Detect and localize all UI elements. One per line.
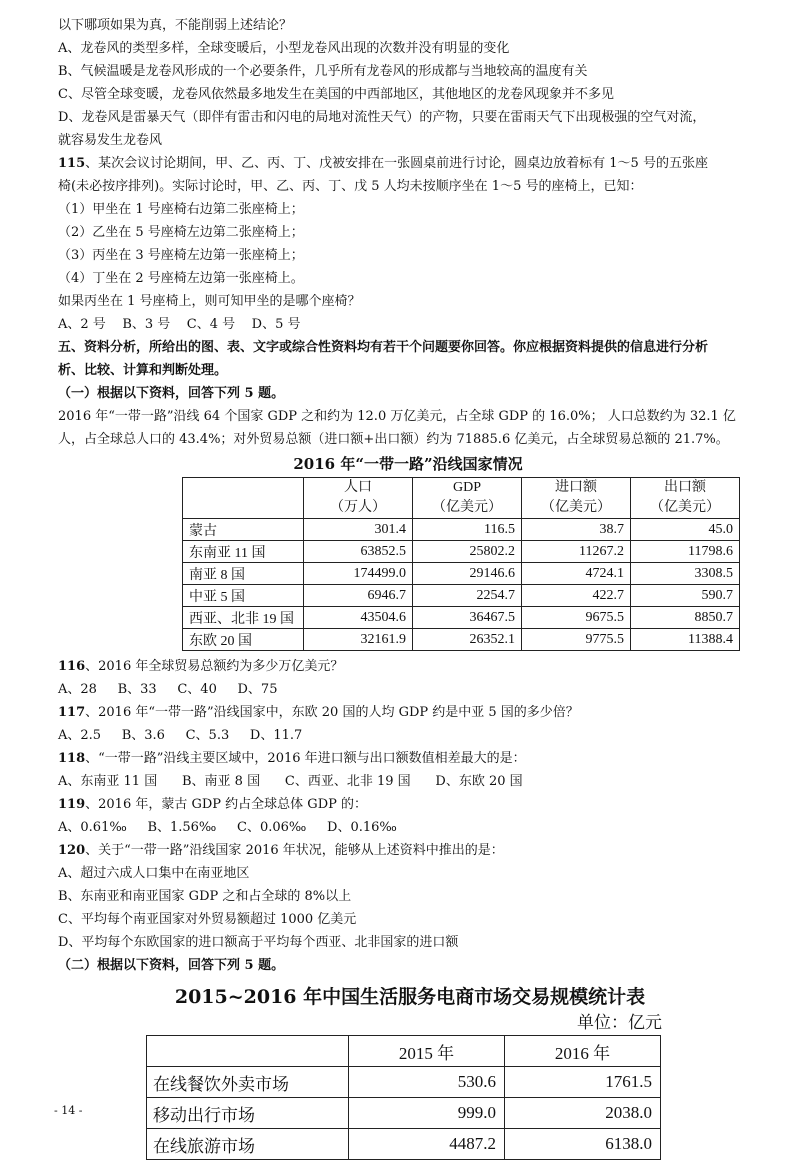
- q114-stem: 以下哪项如果为真，不能削弱上述结论？: [58, 18, 293, 33]
- q115-number: 115: [58, 156, 86, 171]
- table1-cell-imp: 38.7: [522, 519, 631, 541]
- table1-cell-gdp: 26352.1: [413, 629, 522, 651]
- q115-condition-2: （2）乙坐在 5 号座椅左边第二张座椅上；: [58, 225, 304, 240]
- table2-cell-2015: 999.0: [349, 1098, 505, 1129]
- table2-cell-label: 移动出行市场: [147, 1098, 349, 1129]
- q120-stem: [58, 839, 762, 862]
- table1-cell-imp: 4724.1: [522, 563, 631, 585]
- q118-stem-text: 、“一带一路”沿线主要区域中，2016 年进口额与出口额数值相差最大的是：: [85, 751, 526, 766]
- q118-number: 118: [58, 751, 86, 766]
- table1-cell-exp: 11798.6: [631, 541, 740, 563]
- q119-number: 119: [58, 797, 86, 812]
- table1-cell-region: 南亚 8 国: [183, 563, 304, 585]
- q115-options: A、2 号 B、3 号 C、4 号 D、5 号: [58, 317, 301, 332]
- table1-row: [183, 629, 740, 651]
- q117-options: A、2.5 B、3.6 C、5.3 D、11.7: [58, 728, 303, 743]
- q116-number: 116: [58, 659, 86, 674]
- table1-cell-region: 西亚、北非 19 国: [183, 607, 304, 629]
- table1-header-imp: [522, 478, 631, 519]
- table1-cell-pop: 43504.6: [304, 607, 413, 629]
- table2-header-row: [147, 1036, 661, 1067]
- page-content: [58, 14, 762, 1160]
- table2-row: [147, 1129, 661, 1160]
- table1-cell-pop: 301.4: [304, 519, 413, 541]
- q114-option-b: B、气候温暖是龙卷风形成的一个必要条件，几乎所有龙卷风的形成都与当地较高的温度有关: [58, 64, 588, 79]
- table1-header-exp-l1: 出口额: [664, 480, 706, 495]
- table2-title: 2015~2016 年中国生活服务电商市场交易规模统计表: [174, 986, 646, 1008]
- table1-cell-imp: 422.7: [522, 585, 631, 607]
- table1-cell-pop: 174499.0: [304, 563, 413, 585]
- q120-option-c: C、平均每个南亚国家对外贸易额超过 1000 亿美元: [58, 912, 357, 927]
- table1: [182, 477, 740, 651]
- q114-option-d: D、龙卷风是雷暴天气（即伴有雷击和闪电的局地对流性天气）的产物，只要在雷雨天气下出现极强的空气对流，: [58, 110, 706, 125]
- table1-cell-pop: 6946.7: [304, 585, 413, 607]
- table2-cell-label: 在线旅游市场: [147, 1129, 349, 1160]
- table2-row: [147, 1098, 661, 1129]
- table2-cell-label: 在线餐饮外卖市场: [147, 1067, 349, 1098]
- table1-header-imp-l1: 进口额: [555, 480, 597, 495]
- part2-heading: （二）根据以下资料，回答下列 5 题。: [58, 958, 285, 973]
- q117-stem-text: 、2016 年“一带一路”沿线国家中，东欧 20 国的人均 GDP 约是中亚 5 国的多少倍？: [85, 705, 579, 720]
- table1-header-imp-l2: （亿美元）: [541, 500, 611, 515]
- table1-cell-gdp: 116.5: [413, 519, 522, 541]
- table1-row: [183, 519, 740, 541]
- table1-cell-region: 蒙古: [183, 519, 304, 541]
- table2-header-2016: 2016 年: [505, 1036, 661, 1067]
- table2-cell-2016: 6138.0: [505, 1129, 661, 1160]
- table1-cell-imp: 11267.2: [522, 541, 631, 563]
- q116-stem-text: 、2016 年全球贸易总额约为多少万亿美元？: [85, 659, 344, 674]
- table1-cell-exp: 11388.4: [631, 629, 740, 651]
- table1-row: [183, 585, 740, 607]
- table1-cell-gdp: 29146.6: [413, 563, 522, 585]
- q114-option-a: A、龙卷风的类型多样，全球变暖后，小型龙卷风出现的次数并没有明显的变化: [58, 41, 510, 56]
- table1-row: [183, 563, 740, 585]
- table1-cell-region: 东欧 20 国: [183, 629, 304, 651]
- q117-stem: [58, 701, 762, 724]
- table1-header-gdp-l2: （亿美元）: [432, 500, 502, 515]
- table1-cell-pop: 63852.5: [304, 541, 413, 563]
- table1-header-exp-l2: （亿美元）: [650, 500, 720, 515]
- q120-number: 120: [58, 843, 86, 858]
- q120-option-a: A、超过六成人口集中在南亚地区: [58, 866, 250, 881]
- table1-header-pop-l1: 人口: [344, 480, 372, 495]
- table1-cell-exp: 590.7: [631, 585, 740, 607]
- q119-options: A、0.61‰ B、1.56‰ C、0.06‰ D、0.16‰: [58, 820, 397, 835]
- q115-condition-1: （1）甲坐在 1 号座椅右边第二张座椅上；: [58, 202, 304, 217]
- q115-question: 如果丙坐在 1 号座椅上，则可知甲坐的是哪个座椅？: [58, 294, 361, 309]
- table1-cell-exp: 45.0: [631, 519, 740, 541]
- table2-header-empty: [147, 1036, 349, 1067]
- table1-cell-gdp: 36467.5: [413, 607, 522, 629]
- table1-cell-gdp: 2254.7: [413, 585, 522, 607]
- table1-cell-exp: 3308.5: [631, 563, 740, 585]
- table1-header-pop-l2: （万人）: [330, 500, 386, 515]
- q115-stem-text: 、某次会议讨论期间，甲、乙、丙、丁、戊被安排在一张圆桌前进行讨论，圆桌边放着标有 1～5 号的五张座: [85, 156, 708, 171]
- table1-cell-pop: 32161.9: [304, 629, 413, 651]
- table1-cell-imp: 9775.5: [522, 629, 631, 651]
- q119-stem-text: 、2016 年，蒙古 GDP 约占全球总体 GDP 的：: [85, 797, 367, 812]
- q118-options: A、东南亚 11 国 B、南亚 8 国 C、西亚、北非 19 国 D、东欧 20 国: [58, 774, 523, 789]
- q120-option-b: B、东南亚和南亚国家 GDP 之和占全球的 8%以上: [58, 889, 352, 904]
- table1-cell-gdp: 25802.2: [413, 541, 522, 563]
- section5-heading-line1: 五、资料分析，所给出的图、表、文字或综合性资料均有若干个问题要你回答。你应根据资料提供的信息进行分析: [58, 340, 709, 355]
- q115-stem-line2: 椅(未必按序排列)。实际讨论时，甲、乙、丙、丁、戊 5 人均未按顺序坐在 1～5 号的座椅上，已知：: [58, 179, 643, 194]
- table2: [146, 1035, 661, 1160]
- part1-intro-line2: 人，占全球总人口的 43.4%；对外贸易总额（进口额+出口额）约为 71885.6 亿美元，占全球贸易总额的 21.7%。: [58, 432, 729, 447]
- table2-cell-2016: 2038.0: [505, 1098, 661, 1129]
- table2-header-2015: 2015 年: [349, 1036, 505, 1067]
- table2-cell-2016: 1761.5: [505, 1067, 661, 1098]
- table1-header-gdp-l1: GDP: [452, 480, 481, 495]
- table1-cell-region: 东南亚 11 国: [183, 541, 304, 563]
- table1-row: [183, 607, 740, 629]
- section5-heading-line2: 析、比较、计算和判断处理。: [58, 363, 228, 378]
- table1-row: [183, 541, 740, 563]
- table2-unit: 单位：亿元: [577, 1013, 662, 1033]
- q114-option-c: C、尽管全球变暖，龙卷风依然最多地发生在美国的中西部地区，其他地区的龙卷风现象并不多见: [58, 87, 614, 102]
- q117-number: 117: [58, 705, 86, 720]
- table1-header-row: [183, 478, 740, 519]
- table1-cell-exp: 8850.7: [631, 607, 740, 629]
- q119-stem: [58, 793, 762, 816]
- q115-condition-3: （3）丙坐在 3 号座椅左边第一张座椅上；: [58, 248, 304, 263]
- table2-cell-2015: 4487.2: [349, 1129, 505, 1160]
- part1-intro-line1: 2016 年“一带一路”沿线 64 个国家 GDP 之和约为 12.0 万亿美元，占全球 GDP 的 16.0%； 人口总数约为 32.1 亿: [58, 409, 736, 424]
- q120-option-d: D、平均每个东欧国家的进口额高于平均每个西亚、北非国家的进口额: [58, 935, 459, 950]
- q120-stem-text: 、关于“一带一路”沿线国家 2016 年状况，能够从上述资料中推出的是：: [85, 843, 504, 858]
- q114-option-d-cont: 就容易发生龙卷风: [58, 133, 163, 148]
- page-number: - 14 -: [54, 1104, 83, 1117]
- q116-stem: [58, 655, 762, 678]
- part1-heading: （一）根据以下资料，回答下列 5 题。: [58, 386, 285, 401]
- table1-cell-region: 中亚 5 国: [183, 585, 304, 607]
- table1-cell-imp: 9675.5: [522, 607, 631, 629]
- table1-header-pop: [304, 478, 413, 519]
- table2-row: [147, 1067, 661, 1098]
- q115-condition-4: （4）丁坐在 2 号座椅左边第一张座椅上。: [58, 271, 304, 286]
- q116-options: A、28 B、33 C、40 D、75: [58, 682, 278, 697]
- table1-title: 2016 年“一带一路”沿线国家情况: [293, 455, 523, 473]
- table1-header-gdp: [413, 478, 522, 519]
- table1-header-empty: [183, 478, 304, 519]
- q118-stem: [58, 747, 762, 770]
- q115-stem-line1: [58, 152, 762, 175]
- table2-cell-2015: 530.6: [349, 1067, 505, 1098]
- table1-header-exp: [631, 478, 740, 519]
